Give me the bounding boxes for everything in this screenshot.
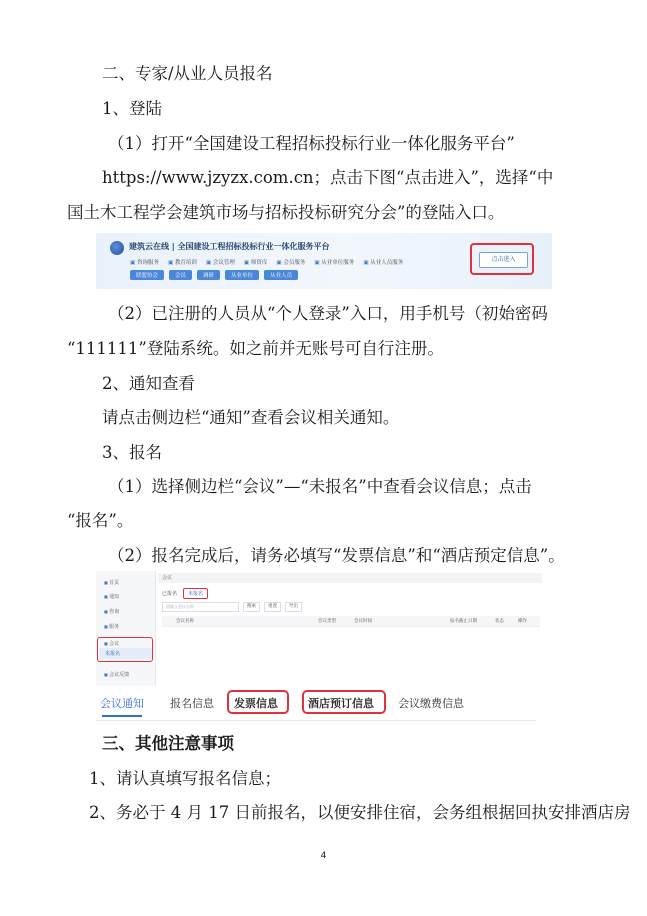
sidebar-item-consult[interactable]: ■ 咨询 bbox=[104, 608, 119, 615]
meeting-admin-screenshot bbox=[96, 571, 544, 688]
banner-pills bbox=[130, 270, 298, 280]
tab-registered[interactable]: 已报名 bbox=[162, 591, 178, 597]
note-one: 1、请认真填写报名信息； bbox=[89, 769, 281, 788]
step1-url-line: https://www.jzyzx.com.cn；点击下图“点击进入”，选择“中 bbox=[102, 168, 554, 187]
step2-login: （2）已注册的人员从“个人登录”入口，用手机号（初始密码 bbox=[108, 304, 548, 323]
column-header: 会议时间 bbox=[354, 619, 372, 624]
meeting-table-header bbox=[162, 616, 540, 627]
column-header: 状态 bbox=[495, 619, 504, 624]
banner-pill[interactable]: 从业人员 bbox=[264, 270, 298, 280]
signup-step2: （2）报名完成后，请务必填写“发票信息”和“酒店预定信息”。 bbox=[108, 546, 565, 565]
topbar-title: 会议 bbox=[162, 575, 173, 581]
banner-pill[interactable]: 联盟协会 bbox=[130, 270, 164, 280]
platform-logo-icon bbox=[110, 241, 124, 255]
reset-button[interactable]: 重置 bbox=[264, 602, 281, 612]
banner-link[interactable]: ▣ 从业人员服务 bbox=[363, 258, 403, 266]
sidebar-item-notice[interactable]: ■ 通知 bbox=[104, 593, 119, 600]
section-three-heading: 三、其他注意事项 bbox=[102, 734, 234, 753]
tab-meeting-fee[interactable]: 会议缴费信息 bbox=[398, 697, 464, 710]
sidebar-item-service[interactable]: ■ 服务 bbox=[104, 623, 119, 630]
sidebar-item-home[interactable]: ■ 首页 bbox=[104, 579, 119, 586]
column-header: 会议类型 bbox=[318, 619, 336, 624]
column-header: 报名截止日期 bbox=[450, 619, 477, 624]
meeting-search-input[interactable]: 请输入会议名称 bbox=[162, 602, 239, 612]
signup-step1: （1）选择侧边栏“会议”—“未报名”中查看会议信息；点击 bbox=[108, 477, 532, 496]
active-tab-underline bbox=[102, 715, 142, 717]
admin-search-row bbox=[162, 602, 302, 612]
banner-title: 建筑云在线 | 全国建设工程招标投标行业一体化服务平台 bbox=[129, 242, 330, 251]
platform-banner-screenshot bbox=[96, 233, 552, 289]
banner-pill[interactable]: 会员 bbox=[169, 270, 192, 280]
banner-links bbox=[130, 258, 403, 266]
admin-sidebar bbox=[96, 571, 156, 688]
banner-pill[interactable]: 调研 bbox=[197, 270, 220, 280]
column-header: 操作 bbox=[518, 619, 527, 624]
tab-hotel-booking[interactable]: 酒店预订信息 bbox=[308, 697, 374, 710]
section-two-heading: 二、专家/从业人员报名 bbox=[102, 64, 273, 83]
sidebar-item-feedback[interactable]: ■ 会议反馈 bbox=[104, 671, 129, 678]
step2-login-cont: “111111”登陆系统。如之前并无账号可自行注册。 bbox=[67, 339, 444, 358]
enter-button[interactable]: 点击进入 bbox=[479, 252, 528, 268]
signup-heading: 3、报名 bbox=[102, 443, 162, 462]
page-number: 4 bbox=[320, 851, 327, 861]
tab-meeting-notice[interactable]: 会议通知 bbox=[100, 697, 144, 710]
sidebar-highlight-frame bbox=[97, 637, 153, 662]
signup-step1-cont: “报名”。 bbox=[67, 511, 134, 530]
export-button[interactable]: 导出 bbox=[285, 602, 302, 612]
step1-url-line-cont: 国土木工程学会建筑市场与招标投标研究分会”的登陆入口。 bbox=[67, 203, 505, 222]
banner-link[interactable]: ▣ 会议管理 bbox=[206, 258, 235, 266]
search-button[interactable]: 搜索 bbox=[243, 602, 260, 612]
banner-link[interactable]: ▣ 会员服务 bbox=[276, 258, 305, 266]
step1-open-platform: （1）打开“全国建设工程招标投标行业一体化服务平台” bbox=[108, 134, 515, 153]
meeting-tabstrip-screenshot bbox=[96, 686, 536, 721]
notice-heading: 2、通知查看 bbox=[102, 374, 195, 393]
sidebar-item-meeting[interactable]: ■ 会议 bbox=[104, 640, 119, 647]
banner-link[interactable]: ▣ 师资库 bbox=[244, 258, 267, 266]
banner-link[interactable]: ▣ 从业单位服务 bbox=[314, 258, 354, 266]
admin-tabs bbox=[162, 588, 208, 599]
notice-text: 请点击侧边栏“通知”查看会议相关通知。 bbox=[102, 408, 400, 427]
tab-signup-info[interactable]: 报名信息 bbox=[170, 697, 214, 710]
banner-link[interactable]: ▣ 咨询服务 bbox=[130, 258, 159, 266]
banner-link[interactable]: ▣ 教育培训 bbox=[168, 258, 197, 266]
banner-pill[interactable]: 从业单位 bbox=[225, 270, 259, 280]
tab-unregistered[interactable]: 未报名 bbox=[183, 588, 208, 599]
tab-invoice-info[interactable]: 发票信息 bbox=[234, 697, 278, 710]
sidebar-subitem-label: 未报名 bbox=[105, 651, 121, 657]
note-two: 2、务必于 4 月 17 日前报名，以便安排住宿，会务组根据回执安排酒店房 bbox=[89, 803, 631, 822]
column-header: 会议名称 bbox=[176, 619, 194, 624]
admin-topbar bbox=[158, 573, 542, 583]
login-heading: 1、登陆 bbox=[102, 99, 162, 118]
